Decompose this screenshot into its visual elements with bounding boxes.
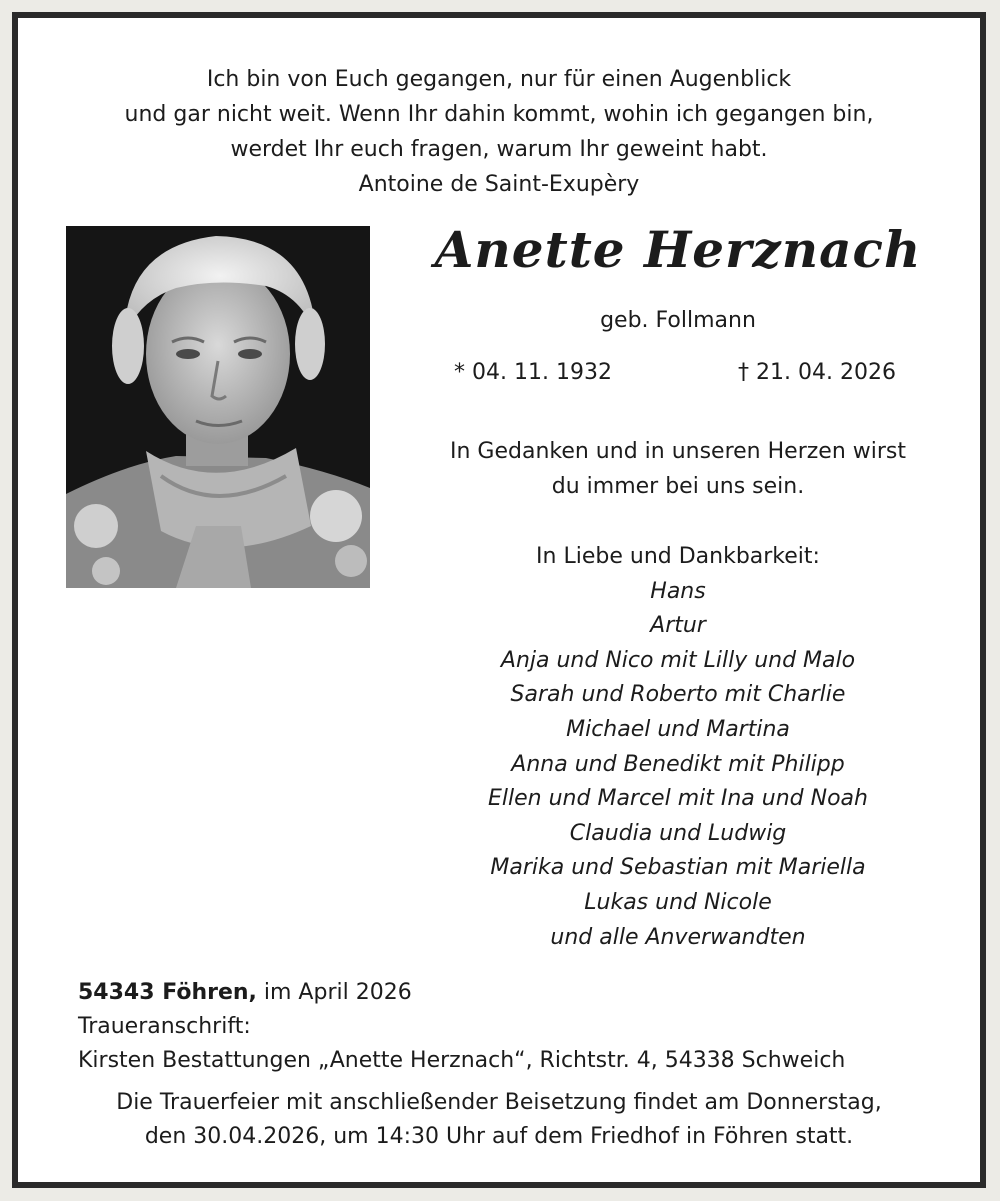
- family-member: Claudia und Ludwig: [569, 820, 787, 846]
- quote-line: und gar nicht weit. Wenn Ihr dahin kommt, wohin ich gegangen bin,: [124, 102, 874, 127]
- quote-block: [18, 62, 980, 202]
- address-label: Traueranschrift:: [78, 1014, 251, 1039]
- family-member: Anja und Nico mit Lilly und Malo: [500, 647, 856, 673]
- family-member: Lukas und Nicole: [584, 889, 772, 915]
- family-intro: In Liebe und Dankbarkeit:: [536, 544, 820, 569]
- family-member: und alle Anverwandten: [550, 924, 806, 950]
- family-member: Sarah und Roberto mit Charlie: [510, 682, 846, 708]
- family-member: Anna und Benedikt mit Philipp: [511, 751, 845, 777]
- remembrance-line: In Gedanken und in unseren Herzen wirst: [449, 439, 907, 464]
- family-member: Ellen und Marcel mit Ina und Noah: [488, 786, 868, 812]
- portrait-image: [66, 226, 370, 588]
- place-date: im April 2026: [256, 980, 412, 1005]
- place-city: 54343 Föhren,: [78, 980, 257, 1005]
- family-member: Hans: [650, 578, 706, 604]
- quote-line: Ich bin von Euch gegangen, nur für einen Augenblick: [206, 67, 792, 92]
- family-member: Marika und Sebastian mit Mariella: [490, 855, 866, 881]
- quote-author: Antoine de Saint-Exupèry: [358, 172, 640, 197]
- birth-date: * 04. 11. 1932: [454, 360, 612, 385]
- remembrance-line: du immer bei uns sein.: [551, 474, 805, 499]
- place-date-line: [78, 976, 845, 1010]
- ceremony-line: den 30.04.2026, um 14:30 Uhr auf dem Friedhof in Föhren statt.: [144, 1124, 854, 1149]
- family-member: Michael und Martina: [566, 716, 790, 742]
- ceremony-info: [18, 1086, 980, 1154]
- death-date: † 21. 04. 2026: [738, 360, 896, 385]
- family-member: Artur: [650, 613, 706, 639]
- ceremony-line: Die Trauerfeier mit anschließender Beisetzung findet am Donnerstag,: [116, 1090, 882, 1115]
- quote-line: werdet Ihr euch fragen, warum Ihr geweint habt.: [230, 137, 768, 162]
- remembrance-text: [408, 434, 948, 504]
- family-list: [408, 540, 948, 955]
- place-and-address: [78, 976, 845, 1078]
- maiden-name: geb. Follmann: [600, 308, 756, 333]
- portrait-photo: [66, 226, 370, 588]
- obituary-notice: [12, 12, 986, 1188]
- deceased-name: Anette Herznach: [434, 220, 922, 279]
- mourning-address: Kirsten Bestattungen „Anette Herznach“, Richtstr. 4, 54338 Schweich: [78, 1048, 846, 1073]
